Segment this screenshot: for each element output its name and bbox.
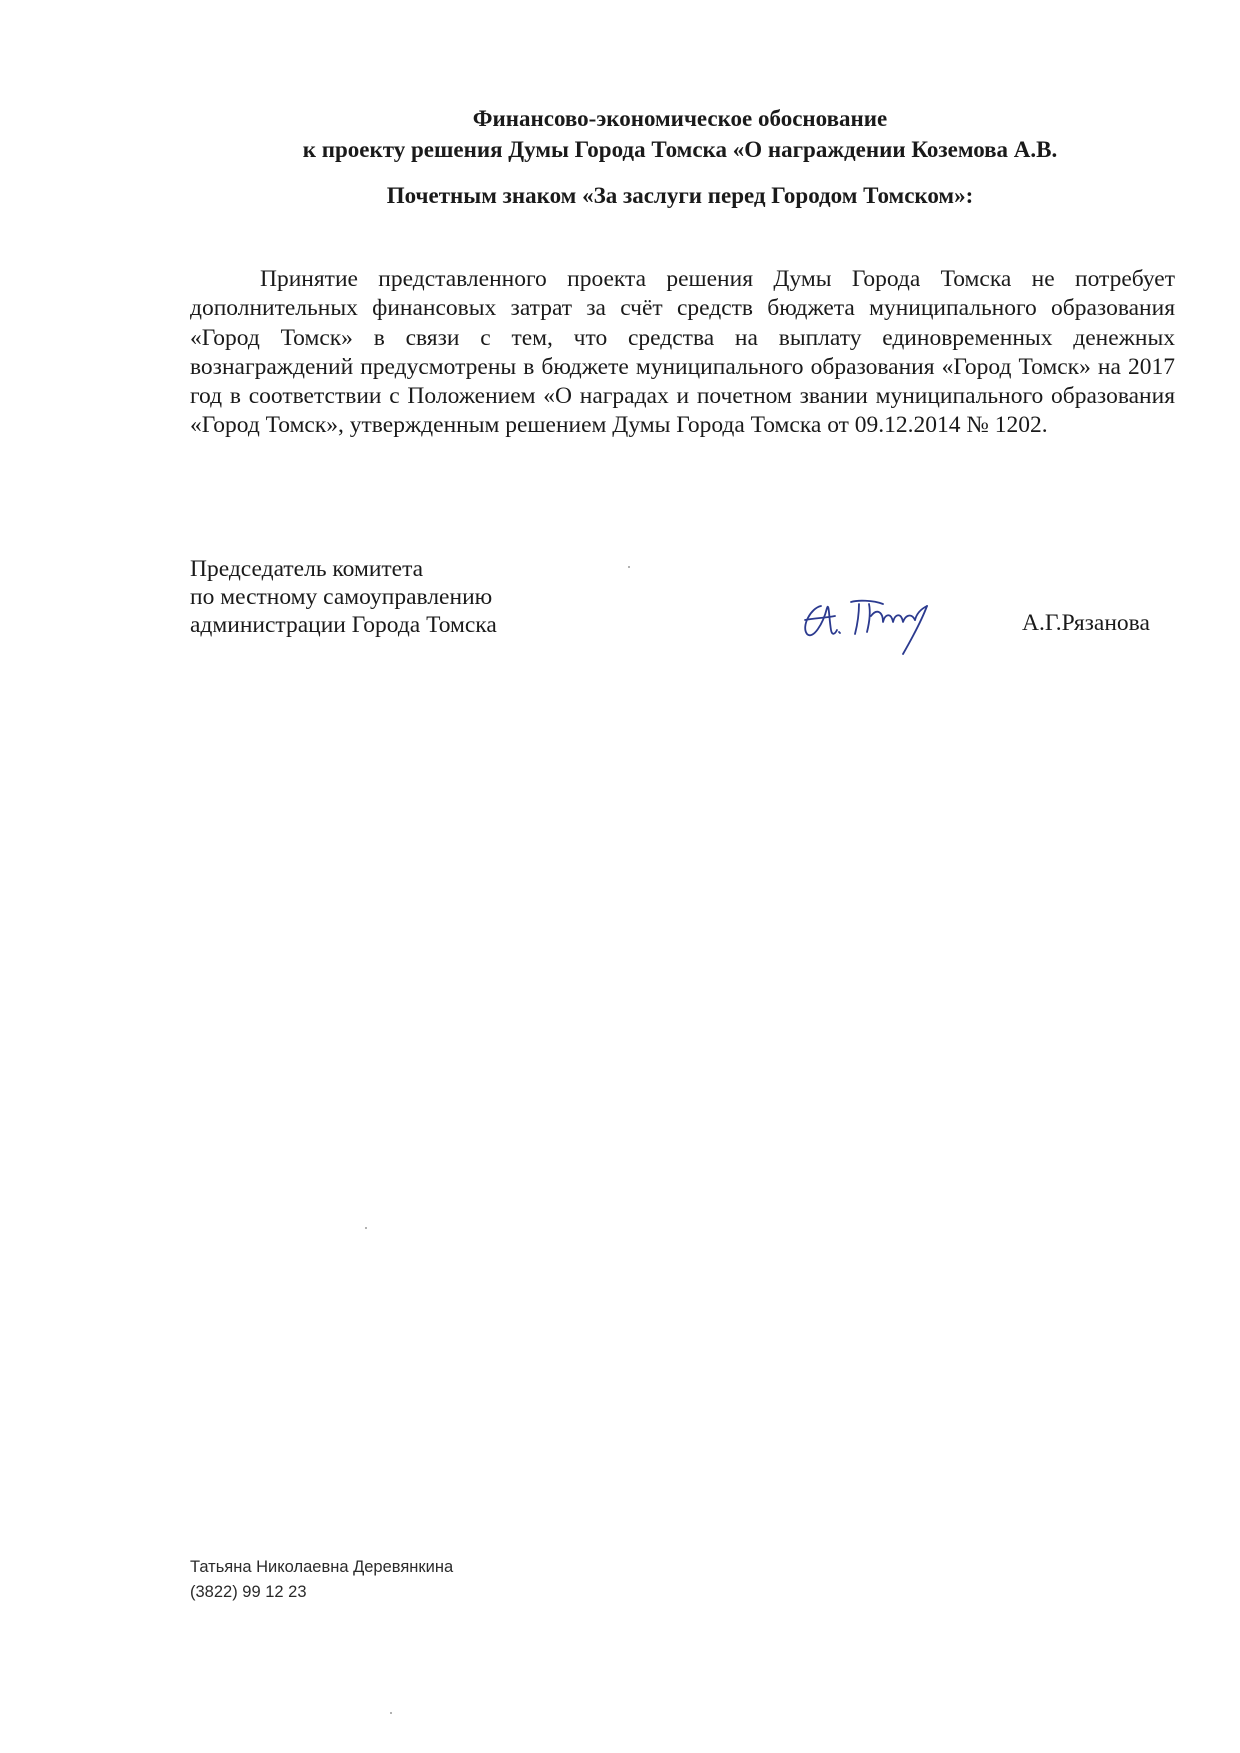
signer-position-line-1: Председатель комитета [190, 556, 424, 582]
executor-phone: (3822) 99 12 23 [190, 1583, 307, 1601]
signer-position-line-3: администрации Города Томска [190, 612, 497, 638]
body-paragraph: Принятие представленного проекта решения Думы Города Томска не потребует дополнительных финансовых затрат за счёт средств бюджета муниципального образования «Город Томск» в связи с тем, что средства на выплату единовременных денежных вознаграждений предусмотрены в бюджете муниципального образования «Город Томск» на 2017 год в соответствии с Положением «О наградах и почетном звании муниципального образования «Город Томск», утвержденным решением Думы Города Томска от 09.12.2014 № 1202. [190, 266, 1175, 439]
title-line-1: Финансово-экономическое обоснование [472, 106, 888, 131]
document-subtitle: Почетным знаком «За заслуги перед Городом Томском»: [386, 183, 974, 208]
signer-position-line-2: по местному самоуправлению [190, 584, 493, 610]
signer-name: А.Г.Рязанова [1022, 610, 1150, 636]
signer-position [190, 555, 497, 639]
handwritten-signature-icon [793, 578, 973, 668]
scan-speck [390, 1712, 392, 1714]
scan-speck [365, 1227, 367, 1229]
executor-name: Татьяна Николаевна Деревянкина [190, 1558, 454, 1576]
document-title [190, 103, 1170, 165]
executor-info [190, 1555, 453, 1605]
scan-speck [628, 566, 630, 568]
title-line-2: к проекту решения Думы Города Томска «О награждении Коземова А.В. [302, 137, 1058, 162]
